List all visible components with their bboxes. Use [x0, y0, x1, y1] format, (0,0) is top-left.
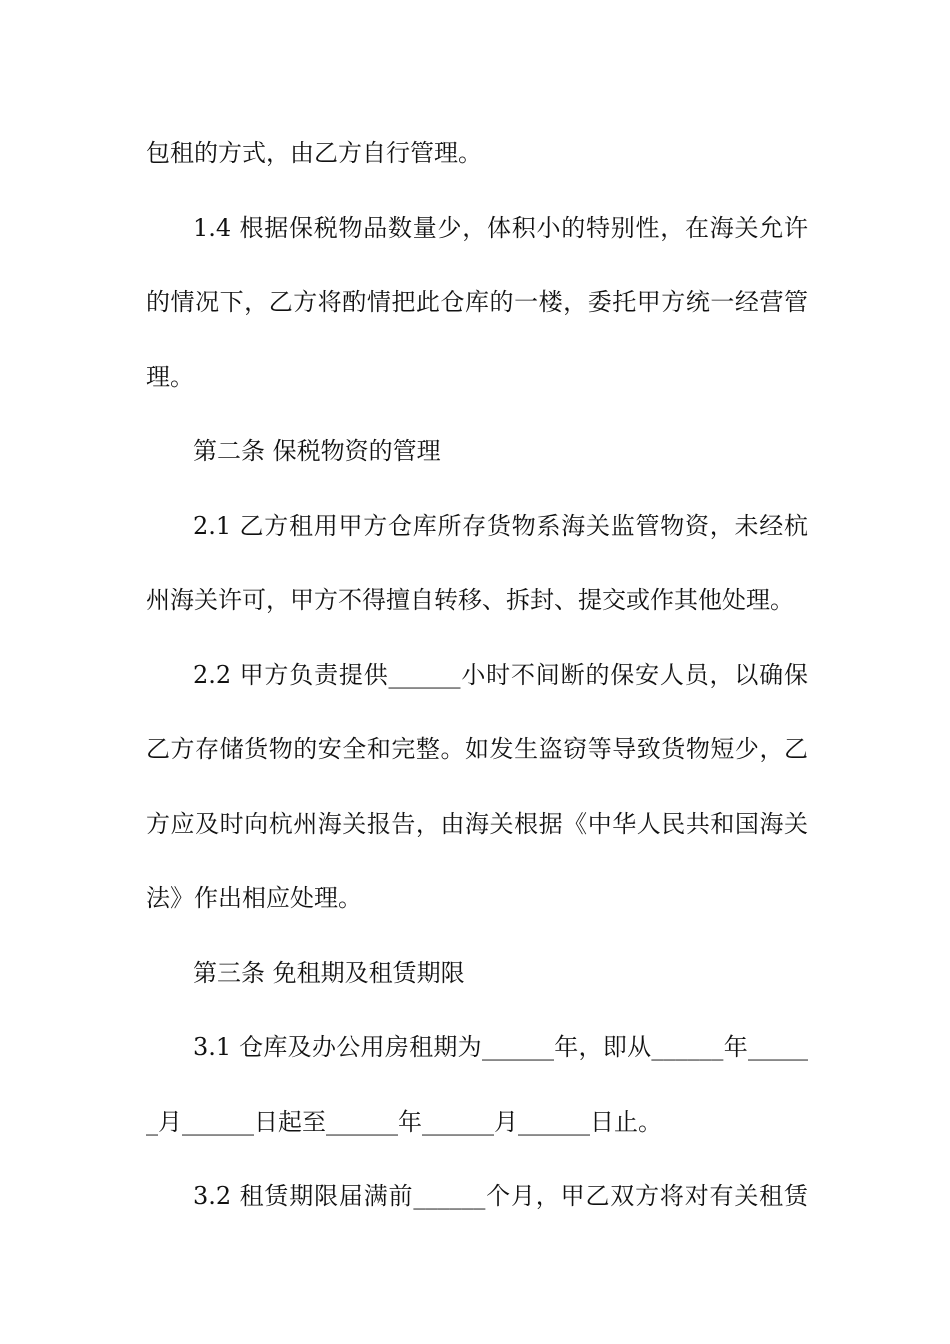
clause-2-2-line-3: 方应及时向杭州海关报告，由海关根据《中华人民共和国海关	[146, 809, 808, 838]
clause-2-1-line-2: 州海关许可，甲方不得擅自转移、拆封、提交或作其他处理。	[146, 586, 794, 614]
article-2-heading: 第二条 保税物资的管理	[193, 437, 441, 465]
clause-3-1-line-1: 3.1 仓库及办公用房租期为______年，即从______年_____	[193, 1033, 808, 1061]
paragraph-line: 包租的方式，由乙方自行管理。	[146, 139, 482, 167]
clause-1-4-line-1: 1.4 根据保税物品数量少，体积小的特别性，在海关允许	[193, 213, 808, 242]
clause-2-2-line-1: 2.2 甲方负责提供______小时不间断的保安人员，以确保	[193, 660, 808, 689]
clause-3-2-line-1: 3.2 租赁期限届满前______个月，甲乙双方将对有关租赁	[193, 1182, 808, 1210]
clause-2-2-line-4: 法》作出相应处理。	[146, 884, 362, 912]
clause-2-2-line-2: 乙方存储货物的安全和完整。如发生盗窃等导致货物短少，乙	[146, 735, 808, 763]
clause-1-4-line-3: 理。	[146, 362, 194, 391]
clause-3-1-line-2: _月______日起至______年______月______日止。	[146, 1107, 662, 1136]
article-3-heading: 第三条 免租期及租赁期限	[193, 958, 465, 987]
document-body	[146, 127, 808, 1245]
clause-2-1-line-1: 2.1 乙方租用甲方仓库所存货物系海关监管物资，未经杭	[193, 511, 808, 540]
clause-1-4-line-2: 的情况下，乙方将酌情把此仓库的一楼，委托甲方统一经营管	[146, 288, 808, 316]
